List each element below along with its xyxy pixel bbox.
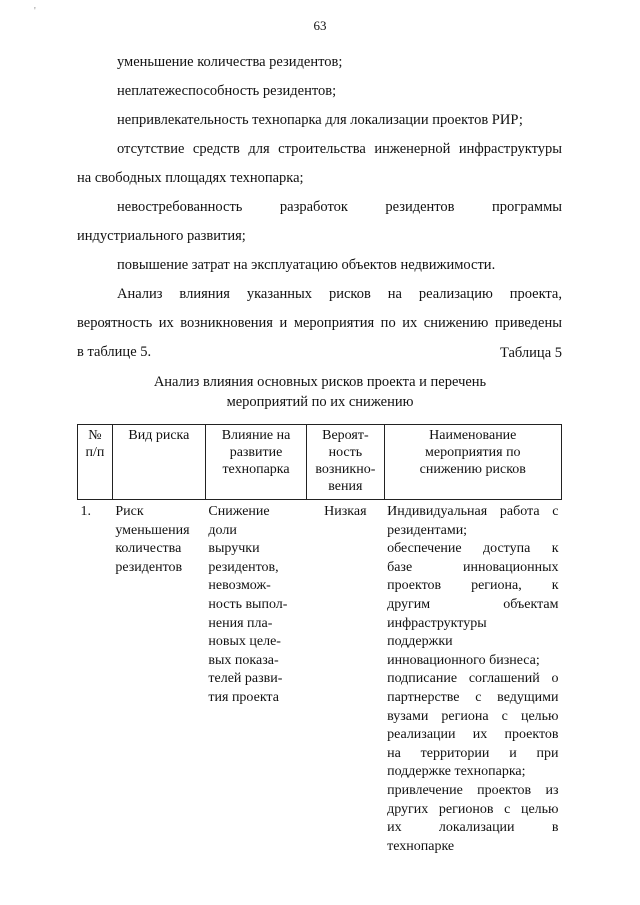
header-probability: Вероят- ность возникно- вения (307, 425, 384, 500)
cell-num: 1. (80, 504, 91, 519)
cell-measures (384, 500, 561, 857)
corner-mark: ' (34, 6, 36, 17)
measure-line: инновационного бизнеса; (387, 652, 540, 668)
measure-line: технопарке (387, 838, 455, 854)
paragraph-6: повышение затрат на эксплуатацию объектов недвижимости. (117, 257, 496, 273)
paragraph-3: непривлекательность технопарка для локализации проектов РИР; (117, 112, 523, 128)
table-header-row (78, 425, 562, 500)
header-risk-type: Вид риска (112, 425, 205, 500)
measure-line: других регионов с целью (387, 801, 559, 817)
paragraph-2: неплатежеспособность резидентов; (117, 83, 337, 99)
paragraph-5-line-1: невостребованность разработок резидентов программы (117, 199, 562, 215)
paragraph-5-line-2: индустриального развития; (77, 228, 246, 244)
measure-line: на территории и при (387, 745, 559, 761)
measure-line: привлечение проектов из (387, 782, 559, 798)
paragraph-7-line-1: Анализ влияния указанных рисков на реализацию проекта, (117, 286, 562, 302)
header-impact: Влияние на развитие технопарка (205, 425, 306, 500)
paragraph-4-line-1: отсутствие средств для строительства инженерной инфраструктуры (117, 141, 562, 157)
paragraph-1: уменьшение количества резидентов; (117, 54, 343, 70)
body-text (77, 48, 562, 367)
table-caption (150, 372, 490, 412)
table-row (78, 500, 562, 857)
table-caption-line-2: мероприятий по их снижению (226, 394, 414, 410)
measure-line: обеспечение доступа к (387, 541, 559, 557)
cell-impact: Снижение доли выручки резидентов, невозмож- ность выпол- нения пла- новых целе- вых показа- телей разви- тия проекта (208, 504, 288, 705)
cell-probability: Низкая (324, 504, 367, 519)
paragraph-4-line-2: на свободных площадях технопарка; (77, 170, 304, 186)
measure-line: другим объектам (387, 596, 559, 612)
measure-line: инфраструктуры (387, 615, 487, 631)
measure-line: резидентами; (387, 522, 468, 538)
measure-line: реализации их проектов (387, 727, 559, 743)
paragraph-7-line-3: в таблице 5. (77, 344, 152, 360)
paragraph-7-line-2: вероятность их возникновения и мероприятия по их снижению приведены (77, 315, 562, 331)
measure-line: партнерстве с ведущими (387, 689, 559, 705)
measure-line: базе инновационных (387, 559, 559, 575)
measure-line: проектов региона, к (387, 578, 559, 594)
measure-line: их локализации в (387, 820, 559, 836)
measure-line: поддержки (387, 634, 453, 650)
measure-line: подписание соглашений о (387, 671, 559, 687)
measure-line: вузами региона с целью (387, 708, 559, 724)
measure-line: поддержке технопарка; (387, 764, 526, 780)
header-measures: Наименование мероприятия по снижению рисков (384, 425, 561, 500)
cell-risk-type: Риск уменьшения количества резидентов (115, 504, 190, 575)
risk-table (77, 424, 562, 856)
header-num: № п/п (78, 425, 113, 500)
measure-line: Индивидуальная работа с (387, 504, 559, 519)
page-number: 63 (313, 18, 327, 33)
table-label: Таблица 5 (499, 345, 562, 361)
table-caption-line-1: Анализ влияния основных рисков проекта и перечень (153, 374, 487, 390)
